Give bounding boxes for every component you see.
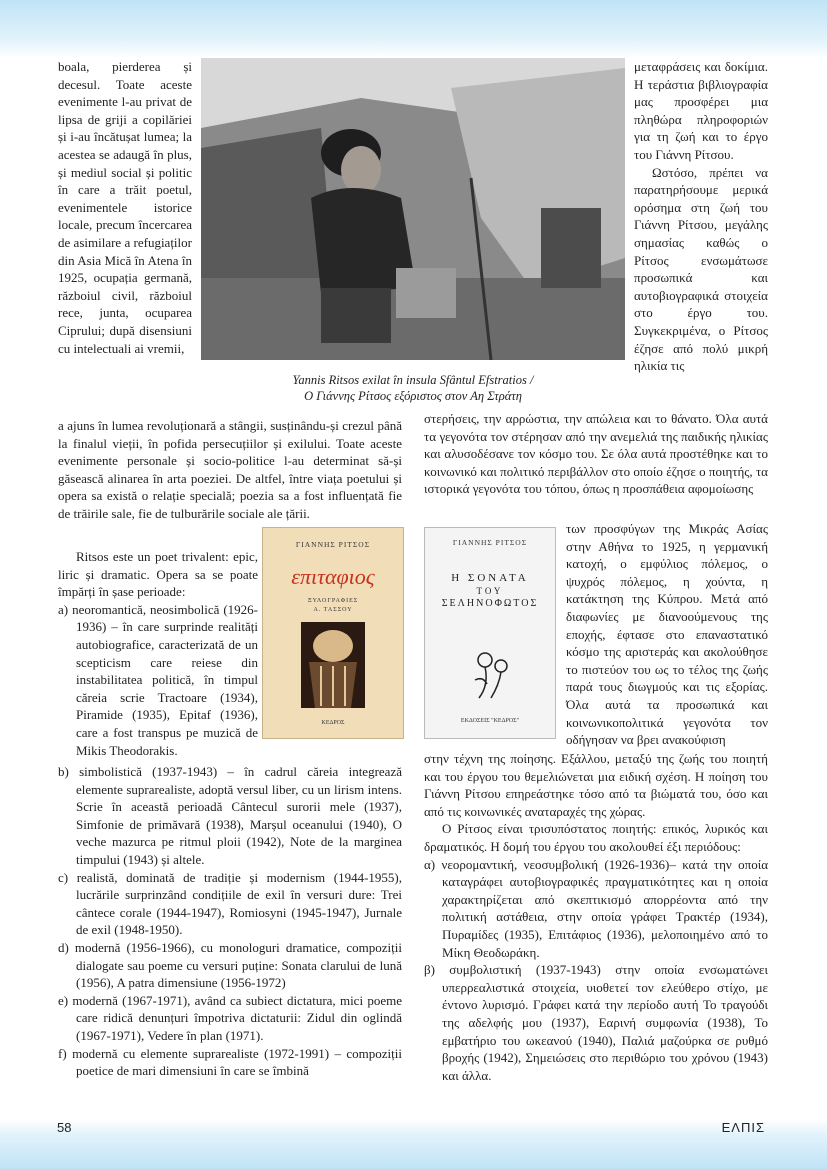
book-author: ΓΙΑΝΝΗΣ ΡΙΤΣΟΣ: [295, 540, 371, 549]
right-book-column: [566, 520, 768, 749]
flower-illustration: [461, 640, 521, 700]
list-item: d) modernă (1956-1966), cu monologuri dramatice, compoziții dialogate sau poeme cu versuri puține: Sonata clarului de lună (1956), A patra dimensiune (1956-1972): [58, 939, 402, 991]
woodcut-illustration: [301, 622, 365, 708]
paragraph: των προσφύγων της Μικράς Ασίας στην Αθήνα το 1925, η γερμανική κατοχή, ο εμφύλιος πόλεμος, ο ψυχρός πόλεμος, η χούντα, η κατάκτηση της Κύπρου. Μετά από διαφωνίες με διανοούμενους της εποχής, έφτασε στο επαναστατικό κόσμο της αριστεράς και ακολούθησε το πιστεύον του ως το τέλος της ζωής παρά τους διωγμούς και τις εξορίας. Όλα αυτά τα προσωπικά και κοινωνικοπολιτικά γεγονότα τον οδήγησαν να βρει ανακούφιση: [566, 521, 768, 748]
book-title: ΤΟΥ: [476, 586, 504, 596]
photo-caption: [201, 372, 625, 404]
book-title: ΣΕΛΗΝΟΦΩΤΟΣ: [441, 598, 539, 609]
book-cover-sonata: [424, 527, 556, 739]
list-item: e) modernă (1967-1971), având ca subiect dictatura, mici poeme care ridică denunțuri împotriva dictaturii: Zidul din oglindă (1967-1971), Vedere în plan (1971).: [58, 992, 402, 1043]
caption-line-el: Ο Γιάννης Ρίτσος εξόριστος στον Αη Στράτη: [304, 389, 522, 403]
book-author: ΓΙΑΝΝΗΣ ΡΙΤΣΟΣ: [452, 538, 528, 547]
list-item: α) νεορομαντική, νεοσυμβολική (1926-1936)– κατά την οποία καταγράφει αυτοβιογραφικές πραγματικότητες και η οποία χαρακτηρίζεται από σκεπτικισμό απορρέοντα από την πολιτική αστάθεια, στην οποία γράφει Τρακτέρ (1934), Πυραμίδες (1935), Επιτάφιος (1936), μελοποιημένο από το Μίκη Θεοδωράκη.: [424, 856, 768, 960]
list-item: β) συμβολιστική (1937-1943) στην οποία ενσωματώνει υπερρεαλιστικά στοιχεία, υιοθετεί τον ελεύθερο στίχο, με έντονο λυρισμό. Γράφει κατά την περίοδο αυτή Το τραγούδι της αδελφής μου (1937), Εαρινή συμφωνία (1938), Το εμβατήριο του ωκεανού (1940), Παλιά μαζούρκα σε ρυθμό βροχής (1942), Σημειώσεις στο περιθώριο του χρόνου (1943) και άλλα.: [424, 962, 768, 1083]
paragraph: Ωστόσο, πρέπει να παρατηρήσουμε μερικά ορόσημα στη ζωή του Γιάννη Ρίτσου, μεγάλης σημασίας καθώς ο Ρίτσος ενσωμάτωσε προσωπικά και αυτοβιογραφικά στοιχεία στο έργο του. Συγκεκριμένα, ο Ρίτσος έζησε από πολύ μικρή ηλικία τις: [634, 164, 768, 374]
caption-line-ro: Yannis Ritsos exilat în insula Sfântul Efstratios /: [292, 373, 534, 387]
book-subtitle: ΞΥΛΟΓΡΑΦΙΕΣ: [307, 598, 359, 604]
list-item: c) realistă, dominată de tradiție și modernism (1944-1955), lucrările surprinzând condițiile de exil în versuri dure: Trei cântece corale (1944-1947), Romiosyni (1945-1947), Jurnale de exil (1948-1950).: [58, 869, 402, 938]
paragraph: Ο Ρίτσος είναι τρισυπόστατος ποιητής: επικός, λυρικός και δραματικός. Η δομή του έργου του ακολουθεί έξι περιόδους:: [424, 821, 768, 854]
ritsos-exile-photo: [201, 58, 625, 360]
left-book-column: [58, 548, 258, 759]
right-mid-text: [424, 410, 768, 498]
book-cover-epitafios: [262, 527, 404, 739]
left-bottom-list: [58, 763, 402, 1080]
list-item: a) neoromantică, neosimbolică (1926-1936) – în care surprinde realități autobiografice, caracterizată de un scepticism care reiese din instabilitatea politică, în timpul căreia scrie Tractoare (1934), Piramide (1935), Epitaf (1936), care a fost transpus pe muzică de Mikis Theodorakis.: [58, 601, 258, 758]
paragraph: μεταφράσεις και δοκίμια. Η τεράστια βιβλιογραφία μας προσφέρει μια πληθώρα πληροφοριών για τη ζωή και το έργο του Γιάννη Ρίτσου.: [634, 59, 768, 162]
right-bottom-text: [424, 750, 768, 1084]
book-publisher: ΕΚΔΟΣΕΙΣ "ΚΕΔΡΟΣ": [460, 718, 520, 724]
list-item: b) simbolistică (1937-1943) – în cadrul căreia integrează elemente suprarealiste, adoptă versul liber, cu un lirism intens. Scrie în această perioadă Cântecul surorii mele (1937), Simfonie de primăvară (1938), Marșul oceanului (1940), O veche mazurca pe ritmul ploii (1942), Note de la marginea timpului (1943) și altele.: [58, 764, 402, 867]
left-mid-text: [58, 417, 402, 523]
paragraph: boala, pierderea și decesul. Toate aceste evenimente l-au privat de lipsa de griji a copilăriei și i-au încătușat lumea; la acestea se adaugă în plus, și mediul social și politic în care a trăit poetul, evenimentele istorice locale, precum încercarea de asimilare a refugiaților din Asia Mică în Atena în 1925, ocupația germană, războiul civil, războiul rece, junta, ocuparea Ciprului; după disensiuni cu intelectuali ai vremii,: [58, 59, 192, 356]
book-subtitle: Α. ΤΑΣΣΟΥ: [313, 607, 353, 613]
paragraph: a ajuns în lumea revoluționară a stângii, susținându-și crezul până la finalul vieții, în pofida persecuțiilor și exilului. Toate aceste evenimente personale și socio-politice l-au determinat să-și găsească alinarea în arta poeziei. De altfel, între viața poetului și opera sa există o relație specială; poezia sa a fost influențată fie de trăirile sale, fie de tulburările sociale ale țării.: [58, 418, 402, 521]
header-band: [0, 0, 827, 58]
list-item: f) modernă cu elemente suprarealiste (1972-1991) – compoziții poetice de mari dimensiuni în care se îmbină: [58, 1045, 402, 1079]
page-number: 58: [57, 1120, 72, 1135]
book-publisher: ΚΕΔΡΟΣ: [321, 720, 345, 726]
paragraph: στερήσεις, την αρρώστια, την απώλεια και το θάνατο. Όλα αυτά τα γεγονότα τον στέρησαν από την ανεμελιά της παιδικής ηλικίας και αλυσοδέσανε τον κόσμο του. Σε όλα αυτά προστέθηκε και το κοινωνικό και πολιτικό περιβάλλον στο οποίο έζησε ο ποιητής, τα ιστορικά γεγονότα του τόπου, όπως η προσπάθεια αφομοίωσης: [424, 411, 768, 497]
paragraph: στην τέχνη της ποίησης. Εξάλλου, μεταξύ της ζωής του ποιητή και του έργου του θεμελιώνεται μια ειδική σχέση. Η ποίηση του Γιάννη Ρίτσου επηρεάστηκε τόσο από τα βιώματά του, όσο και από τις κοινωνικές αναταραχές της χώρας.: [424, 751, 768, 819]
paragraph: Ritsos este un poet trivalent: epic, liric și dramatic. Opera sa se poate împărți în șase perioade:: [58, 549, 258, 600]
book-title: επιταφιος: [291, 564, 375, 589]
magazine-name: ΕΛΠΙΣ: [721, 1120, 765, 1135]
footer-band: [0, 1119, 827, 1169]
book-title: Η ΣΟΝΑΤΑ: [451, 572, 529, 584]
right-top-column: [634, 58, 768, 375]
left-top-column: [58, 58, 192, 357]
